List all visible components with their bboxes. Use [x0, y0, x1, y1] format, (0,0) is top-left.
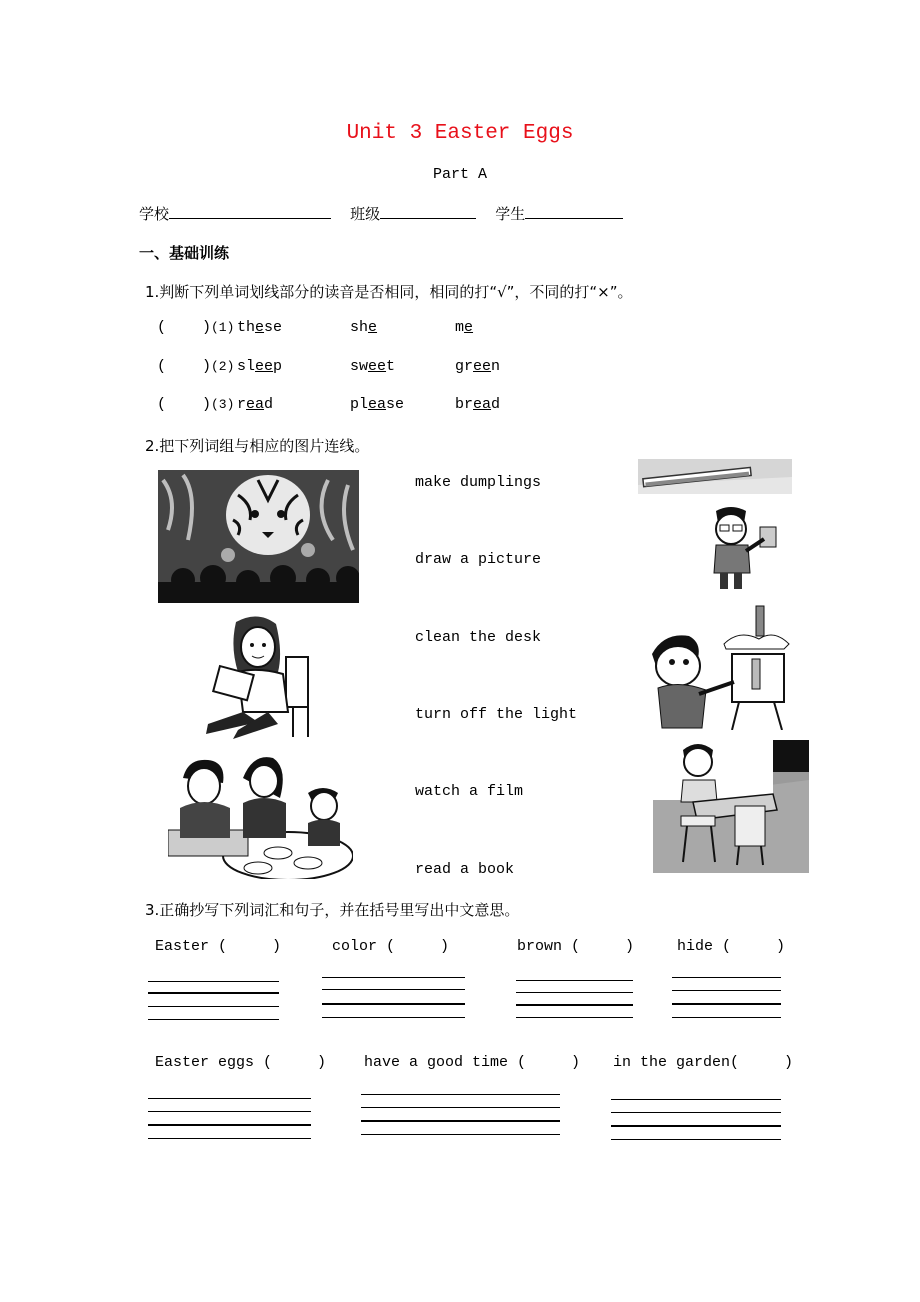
copy-item-garden: in the garden( ): [613, 1054, 794, 1071]
copy-item-easter: Easter ( ): [155, 938, 282, 955]
word-2: sweet: [350, 358, 396, 375]
section-heading: 一、基础训练: [139, 244, 230, 262]
student-blank[interactable]: [525, 204, 623, 219]
copy-item-good-time: have a good time ( ): [364, 1054, 581, 1071]
q3-prompt: 3.正确抄写下列词汇和句子，并在括号里写出中文意思。: [145, 901, 520, 919]
copy-item-easter-eggs: Easter eggs ( ): [155, 1054, 327, 1071]
word-1: read: [237, 396, 274, 413]
answer-bracket[interactable]: ( ): [157, 319, 212, 336]
ceiling-light-image: [638, 459, 792, 494]
phrase-read-book: read a book: [415, 861, 515, 878]
copy-item-color: color ( ): [332, 938, 450, 955]
boy-light-switch-image: [706, 503, 788, 593]
row-number: (2): [211, 359, 235, 374]
phrase-draw-picture: draw a picture: [415, 551, 542, 568]
answer-bracket[interactable]: ( ): [157, 358, 212, 375]
phrase-clean-desk: clean the desk: [415, 629, 542, 646]
cinema-tiger-image: [158, 470, 359, 603]
class-label: 班级: [350, 205, 381, 223]
page-title: Unit 3 Easter Eggs: [346, 122, 574, 145]
word-3: me: [455, 319, 474, 336]
phrase-watch-film: watch a film: [415, 783, 524, 800]
girl-desk-image: [653, 740, 809, 873]
school-label: 学校: [139, 205, 170, 223]
phrase-turn-off-light: turn off the light: [415, 706, 578, 723]
q1-prompt: 1.判断下列单词划线部分的读音是否相同，相同的打“√”，不同的打“×”。: [145, 283, 633, 301]
word-3: green: [455, 358, 501, 375]
class-blank[interactable]: [380, 204, 476, 219]
word-1: these: [237, 319, 283, 336]
info-line: [139, 203, 623, 224]
row-number: (3): [211, 397, 235, 412]
copy-item-brown: brown ( ): [517, 938, 635, 955]
word-3: bread: [455, 396, 501, 413]
word-1: sleep: [237, 358, 283, 375]
boy-drawing-image: [644, 604, 792, 730]
word-2: she: [350, 319, 378, 336]
family-dumplings-image: [168, 748, 353, 879]
student-label: 学生: [495, 205, 526, 223]
word-2: please: [350, 396, 405, 413]
copy-item-hide: hide ( ): [677, 938, 786, 955]
page-subtitle: Part A: [432, 166, 487, 183]
girl-reading-image: [198, 612, 323, 739]
phrase-make-dumplings: make dumplings: [415, 474, 542, 491]
q2-prompt: 2.把下列词组与相应的图片连线。: [145, 437, 370, 455]
answer-bracket[interactable]: ( ): [157, 396, 212, 413]
row-number: (1): [211, 320, 235, 335]
school-blank[interactable]: [169, 204, 331, 219]
